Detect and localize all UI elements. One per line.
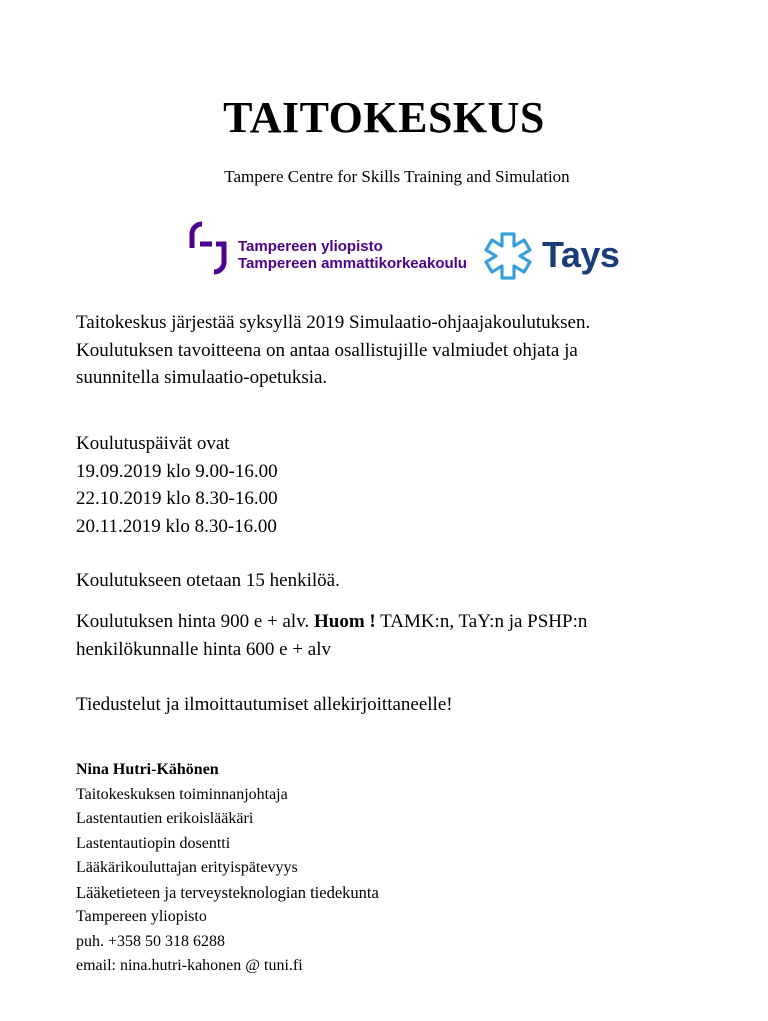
price-line-2: henkilökunnalle hinta 600 e + alv: [76, 638, 332, 660]
intro-line: Koulutuksen tavoitteena on antaa osallistujille valmiudet ohjata ja: [76, 339, 578, 361]
tuni-logo-line1: Tampereen yliopisto: [238, 238, 383, 255]
signature-line: Lastentautien erikoislääkäri: [76, 810, 254, 827]
tays-star-icon: [482, 230, 534, 282]
dates-paragraph: [76, 430, 716, 540]
signature-block: [76, 758, 716, 979]
signature-line: Lääkärikouluttajan erityispätevyys: [76, 859, 298, 876]
signature-name: Nina Hutri-Kähönen: [76, 761, 219, 778]
price-note: Huom !: [313, 611, 376, 632]
tuni-logo: [186, 218, 466, 280]
logo-row: [186, 214, 626, 286]
signature-line: Tampereen yliopisto: [76, 908, 207, 925]
tays-logo: [482, 230, 622, 286]
date-line: 20.11.2019 klo 8.30-16.00: [76, 515, 277, 537]
signature-line: Lääketieteen ja terveysteknologian tiedekunta: [76, 882, 379, 902]
tays-logo-text: Tays: [542, 234, 620, 275]
page-subtitle: Tampere Centre for Skills Training and Simulation: [224, 167, 570, 186]
price-suffix: TAMK:n, TaY:n ja PSHP:n: [375, 611, 588, 632]
inquiries-paragraph: Tiedustelut ja ilmoittautumiset allekirjoittaneelle!: [76, 694, 453, 715]
signature-phone: puh. +358 50 318 6288: [76, 932, 226, 950]
dates-heading: Koulutuspäivät ovat: [76, 433, 230, 454]
tuni-logo-text: [238, 238, 467, 272]
date-line: 22.10.2019 klo 8.30-16.00: [76, 488, 278, 509]
tuni-logo-line2: Tampereen ammattikorkeakoulu: [238, 255, 467, 272]
tuni-logo-icon: [186, 218, 234, 280]
signature-email: email: nina.hutri-kahonen @ tuni.fi: [76, 957, 303, 974]
signature-line: Lastentautiopin dosentti: [76, 834, 231, 852]
price-line: [76, 608, 716, 636]
date-line: 19.09.2019 klo 9.00-16.00: [76, 460, 278, 482]
capacity-paragraph: Koulutukseen otetaan 15 henkilöä.: [76, 570, 340, 591]
page-title: TAITOKESKUS: [223, 93, 545, 142]
signature-line: Taitokeskuksen toiminnanjohtaja: [76, 785, 288, 803]
price-prefix: Koulutuksen hinta 900 e + alv.: [76, 611, 314, 632]
intro-line: Taitokeskus järjestää syksyllä 2019 Simulaatio-ohjaajakoulutuksen.: [76, 312, 591, 333]
price-paragraph: [76, 608, 716, 663]
intro-line: suunnitella simulaatio-opetuksia.: [76, 367, 328, 388]
intro-paragraph: [76, 309, 716, 392]
